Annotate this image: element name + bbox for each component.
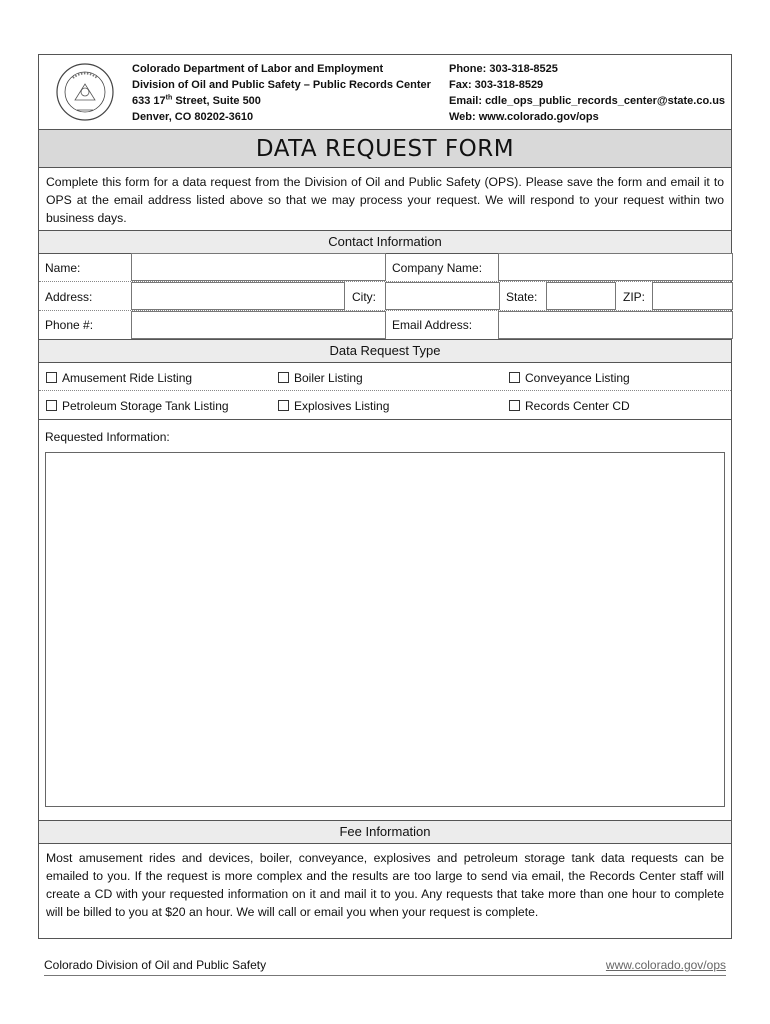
row-divider (39, 390, 731, 391)
agency-contact-block (449, 61, 725, 125)
checkbox-records-cd[interactable]: Records Center CD (509, 399, 630, 413)
email-field[interactable] (498, 311, 733, 339)
checkbox-boiler[interactable]: Boiler Listing (278, 371, 363, 385)
footer (44, 958, 726, 972)
name-label: Name: (45, 261, 81, 275)
address-label: Address: (45, 290, 93, 304)
intro-text: Complete this form for a data request from the Division of Oil and Public Safety (OPS). Please save the form and email it to OPS at the email address listed above so that we may process your request. We will respond to your request within two business days. (46, 175, 724, 225)
zip-field[interactable] (652, 282, 733, 310)
city-label: City: (352, 290, 376, 304)
zip-label: ZIP: (623, 290, 646, 304)
phone-line: Phone: 303-318-8525 (449, 63, 558, 75)
agency-line: 633 17th Street, Suite 500 (132, 94, 261, 107)
fax-line: Fax: 303-318-8529 (449, 79, 544, 91)
agency-line: Colorado Department of Labor and Employment (132, 63, 384, 75)
checkbox-icon[interactable] (278, 372, 289, 383)
name-field[interactable] (131, 253, 386, 281)
fee-heading: Fee Information (39, 820, 731, 844)
phone-field[interactable] (131, 311, 386, 339)
requested-info-label: Requested Information: (45, 430, 170, 444)
state-field[interactable] (546, 282, 616, 310)
fee-text: Most amusement rides and devices, boiler, conveyance, explosives and petroleum storage tank data requests can be emailed to you. If the request is more complex and the results are too large to send via email, the Records Center staff will create a CD with your requested information on it and mail it to you. Any requests that take more than one hour to complete will be billed to you at $20 an hour. We will call or email you when your request is complete. (46, 851, 724, 919)
state-seal-icon (55, 62, 115, 122)
checkbox-icon[interactable] (46, 400, 57, 411)
checkbox-petroleum-tank[interactable]: Petroleum Storage Tank Listing (46, 399, 229, 413)
checkbox-amusement-ride[interactable]: Amusement Ride Listing (46, 371, 192, 385)
company-field[interactable] (498, 253, 733, 281)
checkbox-conveyance[interactable]: Conveyance Listing (509, 371, 630, 385)
title-band (39, 129, 731, 168)
agency-line: Denver, CO 80202-3610 (132, 111, 254, 123)
agency-address-block (132, 61, 431, 125)
email-line: Email: cdle_ops_public_records_center@state.co.us (449, 95, 726, 107)
section-divider (39, 419, 731, 420)
email-label: Email Address: (392, 318, 473, 332)
agency-line: Division of Oil and Public Safety – Public Records Center (132, 79, 431, 91)
city-field[interactable] (385, 282, 500, 310)
address-field[interactable] (131, 282, 345, 310)
checkbox-icon[interactable] (278, 400, 289, 411)
phone-label: Phone #: (45, 318, 94, 332)
page-title: DATA REQUEST FORM (255, 136, 515, 162)
data-request-form (38, 54, 732, 939)
checkbox-icon[interactable] (46, 372, 57, 383)
footer-divider (44, 975, 726, 976)
requested-info-textarea[interactable] (45, 452, 725, 807)
footer-org: Colorado Division of Oil and Public Safety (44, 958, 267, 972)
checkbox-icon[interactable] (509, 372, 520, 383)
request-type-heading: Data Request Type (39, 339, 731, 363)
footer-link[interactable]: www.colorado.gov/ops (605, 958, 726, 972)
web-line: Web: www.colorado.gov/ops (449, 111, 599, 123)
contact-heading: Contact Information (39, 230, 731, 254)
company-label: Company Name: (392, 261, 483, 275)
checkbox-explosives[interactable]: Explosives Listing (278, 399, 389, 413)
checkbox-icon[interactable] (509, 400, 520, 411)
state-label: State: (506, 290, 538, 304)
